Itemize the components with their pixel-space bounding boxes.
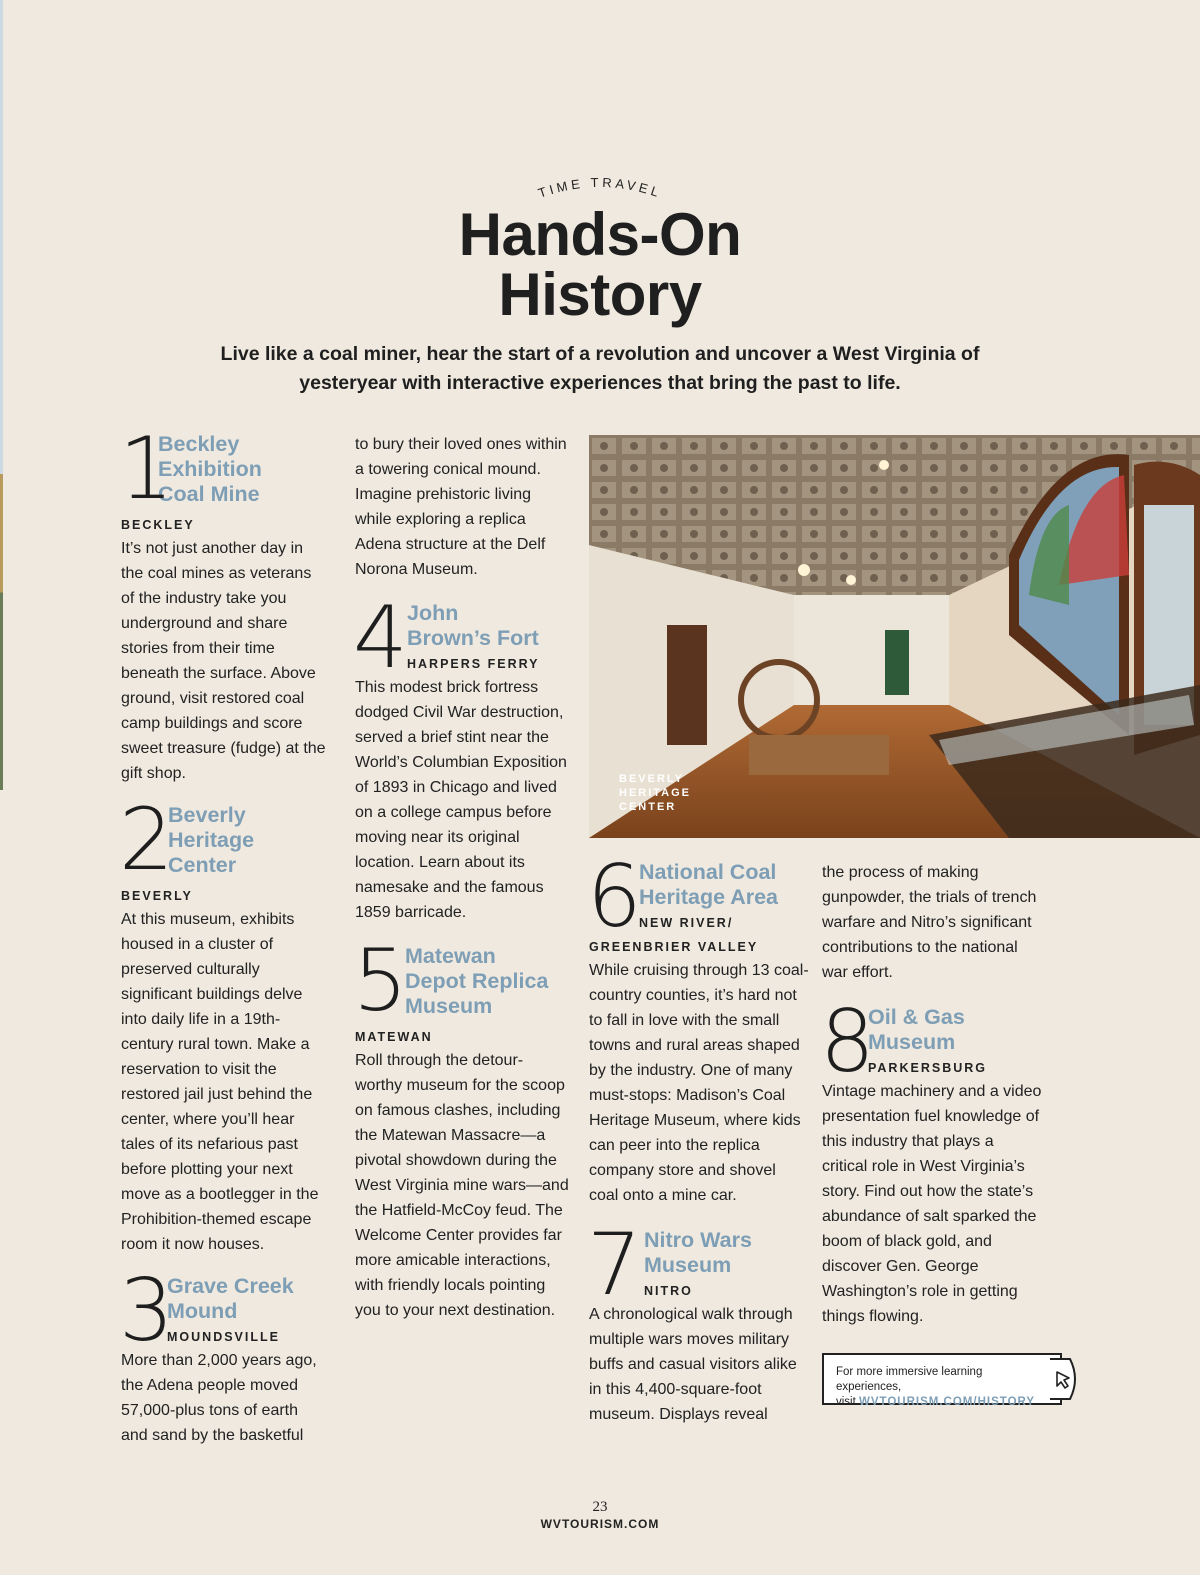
entry-location-line-2: GREENBRIER VALLEY — [589, 940, 759, 954]
entry-body: At this museum, exhibits housed in a cluster of preserved culturally significant buildings delve into daily life in a 19th-century rural town. Make a reservation to visit the restored jail just behind the center, where you’ll hear tales of its nefarious past before plotting your next move as a bootlegger in the Prohibition-themed escape room it now houses. — [121, 911, 319, 1253]
section-kicker — [0, 170, 1200, 200]
entry-1 — [119, 419, 326, 786]
entry-number: 7 — [587, 1215, 642, 1315]
intro-dek: Live like a coal miner, hear the start of a revolution and uncover a West Virginia of yesteryear with interactive experiences that bring the past to life. — [220, 343, 980, 394]
entry-7-body-continued: the process of making gunpowder, the trials of trench warfare and Nitro’s significant contributions to the national war effort. — [822, 864, 1037, 981]
entry-number: 6 — [587, 847, 642, 947]
entry-number: 5 — [353, 931, 408, 1031]
entry-location: NEW RIVER/ — [639, 916, 734, 930]
column-1 — [119, 419, 326, 1448]
entry-6 — [587, 847, 809, 1208]
kicker-text: TIME TRAVEL — [536, 174, 664, 201]
entry-location: MATEWAN — [355, 1030, 433, 1044]
entry-body: Roll through the detour-worthy museum for the scoop on famous clashes, including the Matewan Massacre—a pivotal showdown during the West Virginia mine wars—and the Hatfield-McCoy feud. The Welcome Center provides far more amicable interactions, with friendly locals pointing you to your next destination. — [355, 1052, 569, 1319]
entry-number: 4 — [353, 588, 408, 688]
entry-body: Vintage machinery and a video presentation fuel knowledge of this industry that plays a critical role in West Virginia’s story. Find out how the state’s abundance of salt sparked the boom of black gold, and discover Gen. George Washington’s role in getting things flowing. — [822, 1083, 1042, 1325]
entry-3 — [119, 1261, 326, 1448]
svg-text:TIME TRAVEL — [536, 175, 664, 201]
cta-text: For more immersive learning experiences, — [836, 1366, 983, 1393]
title-line-2: History — [498, 261, 702, 328]
entry-title: National Coal Heritage Area — [639, 860, 779, 909]
entry-4 — [353, 588, 570, 925]
entry-location: BECKLEY — [121, 518, 195, 532]
entry-location: NITRO — [644, 1284, 693, 1298]
column-3 — [587, 847, 809, 1427]
entry-title: John Brown’s Fort — [407, 601, 539, 650]
cursor-arrow-icon — [1048, 1357, 1082, 1401]
entry-location: MOUNDSVILLE — [167, 1330, 280, 1344]
title-line-1: Hands-On — [458, 201, 742, 268]
page-number: 23 — [592, 1499, 608, 1515]
entry-title: Matewan Depot Replica Museum — [405, 944, 549, 1018]
entry-number: 8 — [820, 992, 875, 1092]
entry-title: Grave Creek Mound — [167, 1274, 294, 1323]
cta-visit: visit — [836, 1396, 856, 1408]
entry-number: 1 — [119, 419, 174, 519]
entry-title: Nitro Wars Museum — [644, 1228, 752, 1277]
entry-body: While cruising through 13 coal-country counties, it’s hard not to fall in love with the small towns and rural areas shaped by the industry. One of many must-stops: Madison’s Coal Heritage Museum, where kids can peer into the replica company store and shovel coal onto a mine car. — [589, 962, 809, 1204]
footer-site: WVTOURISM.COM — [540, 1517, 660, 1531]
entry-5 — [353, 931, 570, 1323]
entry-location: PARKERSBURG — [868, 1061, 987, 1075]
column-4 — [822, 860, 1042, 1329]
entry-title: Beverly Heritage Center — [168, 803, 255, 877]
entry-location: HARPERS FERRY — [407, 657, 540, 671]
entry-body: It’s not just another day in the coal mines as veterans of the industry take you underground and share stories from their time beneath the surface. Above ground, visit restored coal camp buildings and score sweet treasure (fudge) at the gift shop. — [121, 540, 326, 782]
entry-body: More than 2,000 years ago, the Adena people moved 57,000-plus tons of earth and sand by the basketful — [121, 1352, 317, 1444]
page-title — [0, 201, 1200, 328]
entry-title: Beckley Exhibition Coal Mine — [158, 432, 262, 506]
cta-link[interactable]: WVTOURISM.COM/HISTORY — [859, 1396, 1036, 1408]
entry-body: This modest brick fortress dodged Civil War destruction, served a brief stint near the World’s Columbian Exposition of 1893 in Chicago and lived on a college campus before moving near its original location. Learn about its namesake and the famous 1859 barricade. — [355, 679, 567, 921]
entry-number: 3 — [119, 1261, 174, 1361]
entry-number: 2 — [119, 790, 174, 890]
entry-location: BEVERLY — [121, 889, 193, 903]
entry-3-body-continued: to bury their loved ones within a towering conical mound. Imagine prehistoric living while exploring a replica Adena structure at the Delf Norona Museum. — [355, 436, 567, 578]
history-cta-box[interactable] — [822, 1353, 1062, 1408]
entry-7 — [587, 1215, 809, 1427]
entry-body: A chronological walk through multiple wars moves military buffs and casual visitors alike in this 4,400-square-foot museum. Displays reveal — [589, 1306, 797, 1423]
beverly-heritage-center-photo — [589, 435, 1200, 838]
photo-caption: BEVERLY HERITAGE CENTER — [619, 773, 692, 813]
entry-title: Oil & Gas Museum — [868, 1005, 965, 1054]
column-2 — [355, 432, 570, 1323]
entry-2 — [119, 790, 326, 1257]
entry-8 — [820, 992, 1042, 1329]
adjacent-page-edge — [0, 0, 3, 790]
